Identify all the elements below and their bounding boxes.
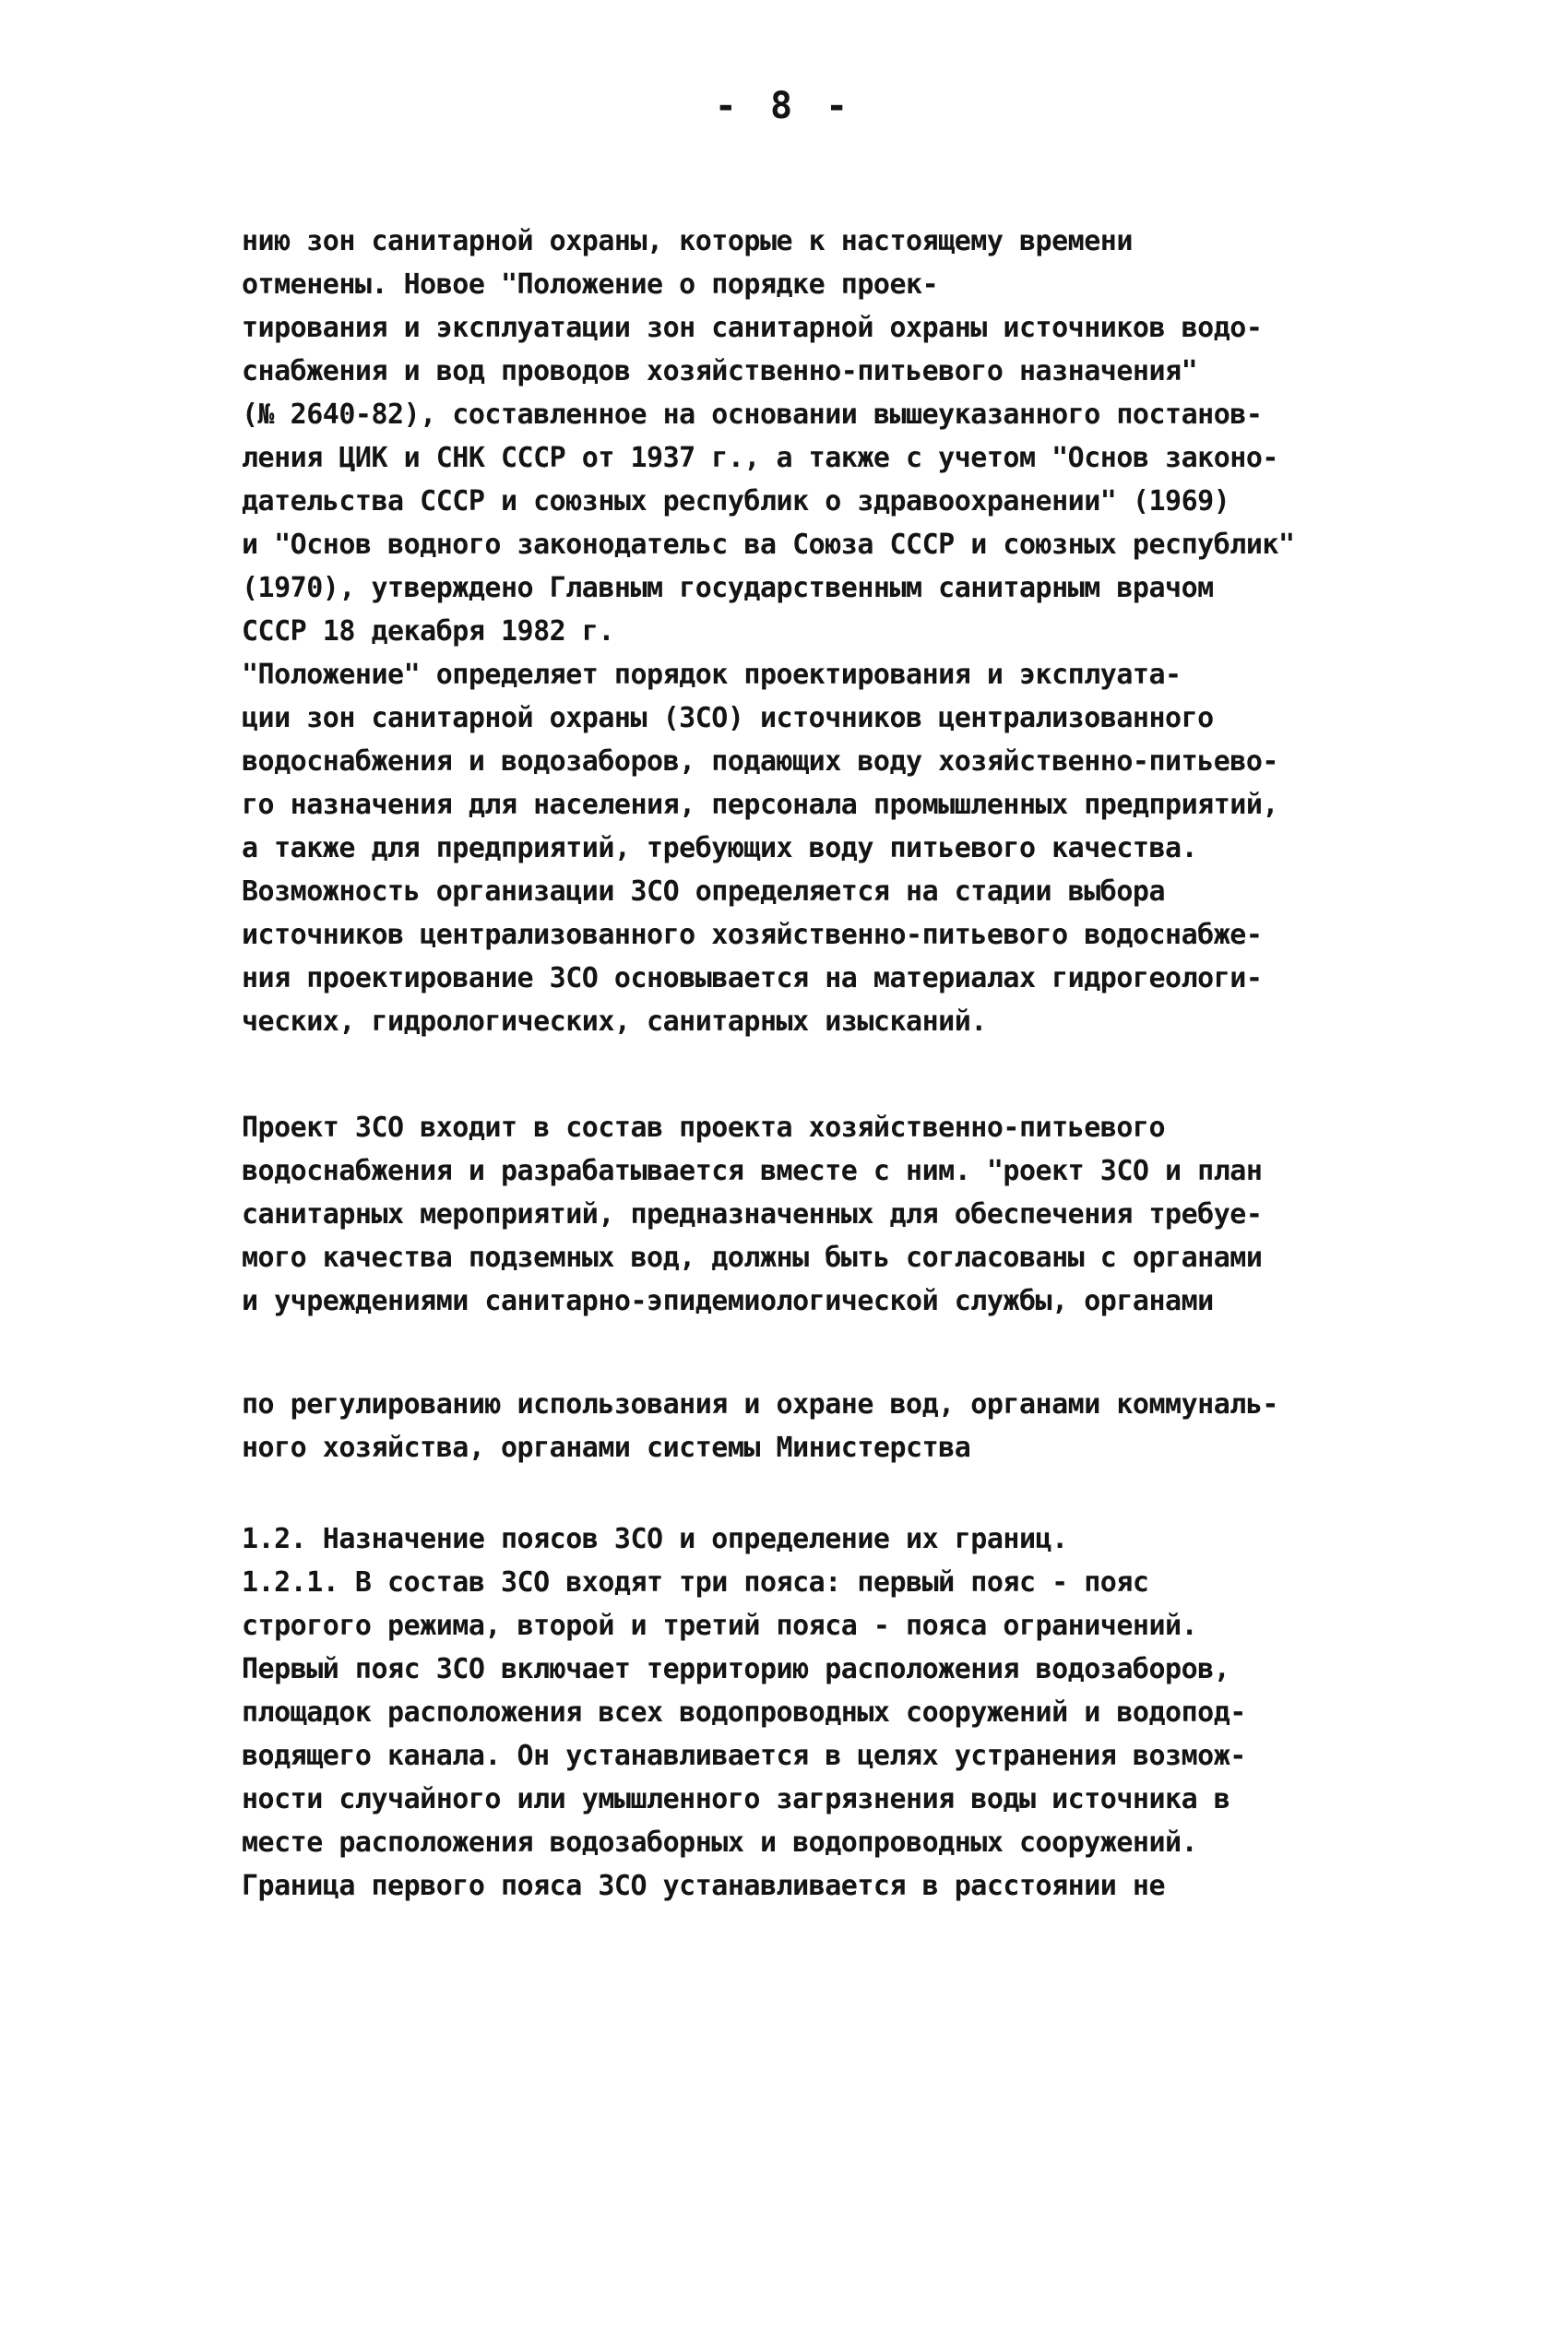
text-line: ческих, гидрологических, санитарных изысканий.	[242, 1005, 987, 1038]
text-line: Граница первого пояса ЗСО устанавливается в расстоянии не	[242, 1870, 1166, 1902]
text-line: (№ 2640-82), составленное на основании вышеуказанного постанов-	[242, 399, 1263, 431]
text-line: а также для предприятий, требующих воду питьевого качества.	[242, 832, 1198, 864]
text-line: ного хозяйства, органами системы Министерства	[242, 1432, 971, 1464]
text-line: мого качества подземных вод, должны быть согласованы с органами	[242, 1242, 1263, 1274]
text-line: водоснабжения и разрабатывается вместе с ним. "роект ЗСО и план	[242, 1155, 1263, 1187]
text-line: ции зон санитарной охраны (ЗСО) источников централизованного	[242, 702, 1214, 734]
text-line: Возможность организации ЗСО определяется на стадии выбора	[242, 875, 1166, 908]
text-line: по регулированию использования и охране вод, органами коммуналь-	[242, 1388, 1278, 1421]
text-line: водоснабжения и водозаборов, подающих воду хозяйственно-питьево-	[242, 745, 1278, 778]
text-line: и "Основ водного законодательс ва Союза СССР и союзных республик"	[242, 529, 1295, 561]
text-line: 1.2.1. В состав ЗСО входят три пояса: первый пояс - пояс	[242, 1566, 1149, 1599]
text-line: тирования и эксплуатации зон санитарной охраны источников водо-	[242, 312, 1263, 344]
text-line: и учреждениями санитарно-эпидемиологической службы, органами	[242, 1285, 1214, 1317]
text-line: площадок расположения всех водопроводных сооружений и водопод-	[242, 1696, 1246, 1729]
text-line: "Положение" определяет порядок проектирования и эксплуата-	[242, 659, 1182, 691]
text-line: отменены. Новое "Положение о порядке проек-	[242, 268, 939, 301]
text-line: месте расположения водозаборных и водопроводных сооружений.	[242, 1826, 1198, 1859]
text-line: водящего канала. Он устанавливается в целях устранения возмож-	[242, 1740, 1246, 1772]
text-line: ности случайного или умышленного загрязнения воды источника в	[242, 1783, 1230, 1815]
text-line: снабжения и вод проводов хозяйственно-питьевого назначения"	[242, 355, 1198, 387]
text-line: го назначения для населения, персонала промышленных предприятий,	[242, 789, 1278, 821]
page-number: - 8 -	[714, 85, 854, 127]
text-line: санитарных мероприятий, предназначенных для обеспечения требуе-	[242, 1198, 1263, 1231]
text-line: (1970), утверждено Главным государственным санитарным врачом	[242, 572, 1214, 604]
text-line: Первый пояс ЗСО включает территорию расположения водозаборов,	[242, 1653, 1230, 1685]
text-line: источников централизованного хозяйственно-питьевого водоснабже-	[242, 919, 1263, 951]
text-line: нию зон санитарной охраны, которые к настоящему времени	[242, 225, 1133, 257]
section-heading: 1.2. Назначение поясов ЗСО и определение их границ.	[242, 1523, 1068, 1555]
text-line: ния проектирование ЗСО основывается на материалах гидрогеологи-	[242, 962, 1263, 994]
text-line: ления ЦИК и СНК СССР от 1937 г., а также с учетом "Основ законо-	[242, 442, 1278, 474]
text-line: строгого режима, второй и третий пояса - пояса ограничений.	[242, 1610, 1198, 1642]
text-line: дательства СССР и союзных республик о здравоохранении" (1969)	[242, 485, 1230, 518]
text-line: СССР 18 декабря 1982 г.	[242, 615, 614, 648]
text-line: Проект ЗСО входит в состав проекта хозяйственно-питьевого	[242, 1112, 1166, 1144]
